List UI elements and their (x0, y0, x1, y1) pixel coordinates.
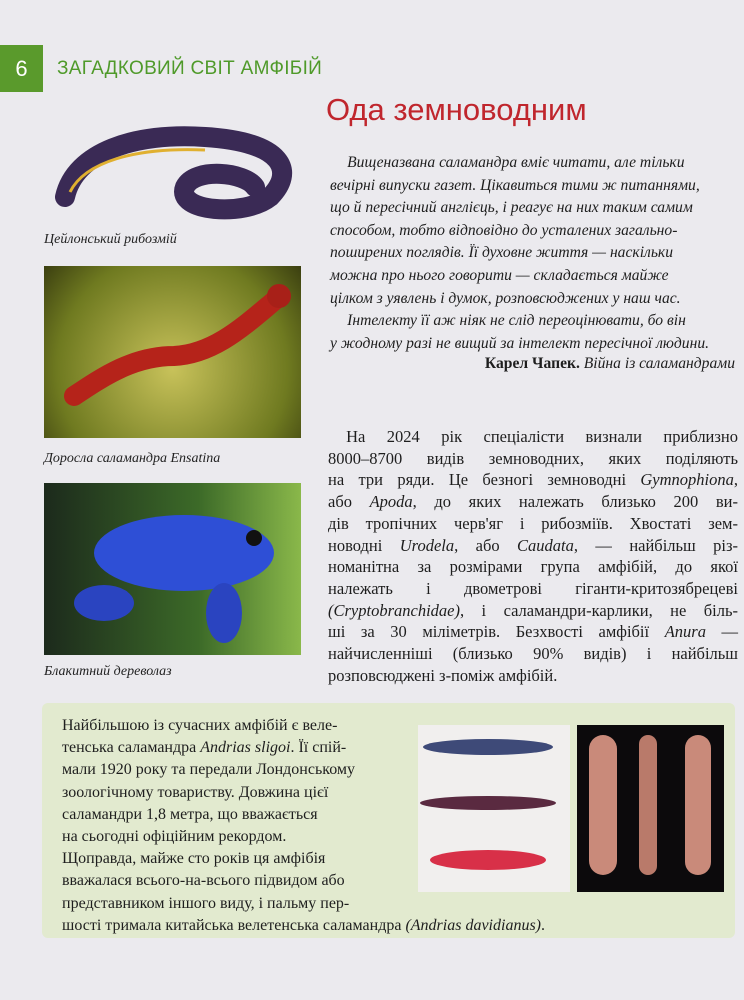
text-line (328, 556, 738, 578)
text-segment: , або (454, 535, 518, 555)
text-segment: поширених поглядів. Її духовне життя — наскільки (330, 244, 674, 262)
text-segment: новодні (328, 535, 400, 555)
text-segment: саламандри 1,8 метра, що вважається (62, 805, 318, 823)
text-line (330, 175, 736, 198)
text-segment: Andrias sligoi (200, 739, 291, 757)
text-line (328, 535, 738, 557)
text-segment: Anura (664, 622, 706, 642)
text-line (328, 621, 738, 643)
text-line (330, 333, 736, 356)
text-segment: на три ряди. Це безногі земноводні (328, 470, 641, 490)
text-line (328, 600, 738, 622)
text-segment: у жодному разі не вищий за інтелект пересічної людини. (330, 334, 710, 352)
caption-salamander: Доросла саламандра Ensatina (44, 451, 221, 466)
text-segment: розповсюджені з-поміж амфібій. (328, 665, 558, 685)
text-segment: номанітна за розмірами група амфібій, до якої (328, 557, 738, 577)
text-segment: Caudata (517, 535, 574, 555)
text-line (330, 197, 736, 220)
text-segment: Gymnophiona (640, 470, 734, 490)
text-segment: Urodela (399, 535, 455, 555)
giant-salamander-specimens-photo (418, 725, 570, 892)
quote-author: Карел Чапек. (484, 355, 580, 372)
text-segment: способом, тобто відповідно до усталених загально- (330, 221, 678, 239)
caption-blue-frog: Блакитний дереволаз (44, 664, 172, 679)
text-line (330, 220, 736, 243)
text-line (328, 578, 738, 600)
text-segment: 8000–8700 видів земноводних, яких поділяють (328, 448, 738, 468)
text-segment: що й пересічний англієць, і реагує на них таким самим (330, 199, 693, 217)
text-segment: мали 1920 року та передали Лондонському (62, 761, 356, 779)
epigraph-quote (330, 152, 736, 355)
text-segment: представником іншого виду, і пальму пер- (62, 894, 350, 912)
text-segment: — (705, 622, 739, 642)
section-title: Ода земноводним (326, 92, 587, 127)
text-segment: Щоправда, майже сто років ця амфібія (62, 850, 326, 868)
text-segment: Вищеназвана саламандра вміє читати, але тільки (347, 154, 685, 171)
text-segment: дів тропічних черв'яг і рибозміїв. Хвостаті зем- (328, 513, 738, 533)
text-segment: . Її спій- (290, 739, 347, 757)
text-segment: , до яких належать близько 200 ви- (412, 492, 739, 512)
text-line (328, 491, 738, 513)
running-title: ЗАГАДКОВИЙ СВІТ АМФІБІЙ (57, 58, 323, 79)
text-line (328, 426, 738, 448)
specimen-dissection-photo (577, 725, 724, 892)
text-line (330, 288, 736, 311)
text-segment: (Andrias davidianus) (405, 916, 541, 934)
text-line (328, 643, 738, 665)
info-box (42, 703, 735, 938)
quote-source: Війна із саламандрами (583, 355, 735, 372)
page-number: 6 (0, 45, 43, 92)
text-segment: , — найбільш різ- (573, 535, 739, 555)
salamander-photo (44, 266, 301, 438)
text-segment: вечірні випуски газет. Цікавиться тими ж питаннями, (330, 176, 700, 194)
text-segment: на сьогодні офіційним рекордом. (62, 828, 287, 846)
text-segment: можна про нього говорити — складається майже (330, 266, 669, 284)
text-segment: належать і двометрові гіганти-критозябрецеві (328, 578, 738, 598)
caecilian-photo (55, 112, 295, 222)
epigraph-attribution (485, 355, 735, 373)
text-line (328, 448, 738, 470)
text-segment: тенська саламандра (62, 739, 201, 757)
text-segment: цілком з уявлень і думок, розповсюджених у наш час. (330, 289, 681, 307)
text-segment: , і саламандри-карлики, не біль- (459, 600, 738, 620)
text-segment: Apoda (369, 492, 413, 512)
text-segment: Найбільшою із сучасних амфібій є веле- (62, 717, 338, 734)
text-line (328, 665, 738, 687)
text-segment: ші за 30 міліметрів. Безхвості амфібії (328, 622, 665, 642)
text-line (330, 265, 736, 288)
text-line (330, 242, 736, 265)
text-line (328, 513, 738, 535)
text-segment: На 2024 рік спеціалісти визнали приблизно (346, 427, 738, 446)
text-line (330, 152, 736, 175)
caption-caecilian: Цейлонський рибозмій (44, 232, 177, 247)
text-segment: або (328, 492, 370, 512)
text-line (62, 915, 712, 937)
blue-frog-photo (44, 483, 301, 655)
text-line (328, 469, 738, 491)
text-segment: . (541, 916, 545, 934)
text-segment: (Cryptobranchidae) (328, 600, 460, 620)
text-segment: , (733, 470, 738, 490)
text-line (62, 893, 712, 915)
main-paragraph (328, 426, 738, 686)
text-line (330, 310, 736, 333)
text-segment: найчисленніші (близько 90% видів) і найбільш (328, 644, 738, 664)
text-segment: шості тримала китайська велетенська саламандра (62, 916, 406, 934)
text-segment: Інтелекту її аж ніяк не слід переоцінювати, бо він (347, 312, 686, 330)
text-segment: вважалася всього-на-всього підвидом або (62, 872, 345, 890)
text-segment: зоологічному товариству. Довжина цієї (62, 783, 329, 801)
